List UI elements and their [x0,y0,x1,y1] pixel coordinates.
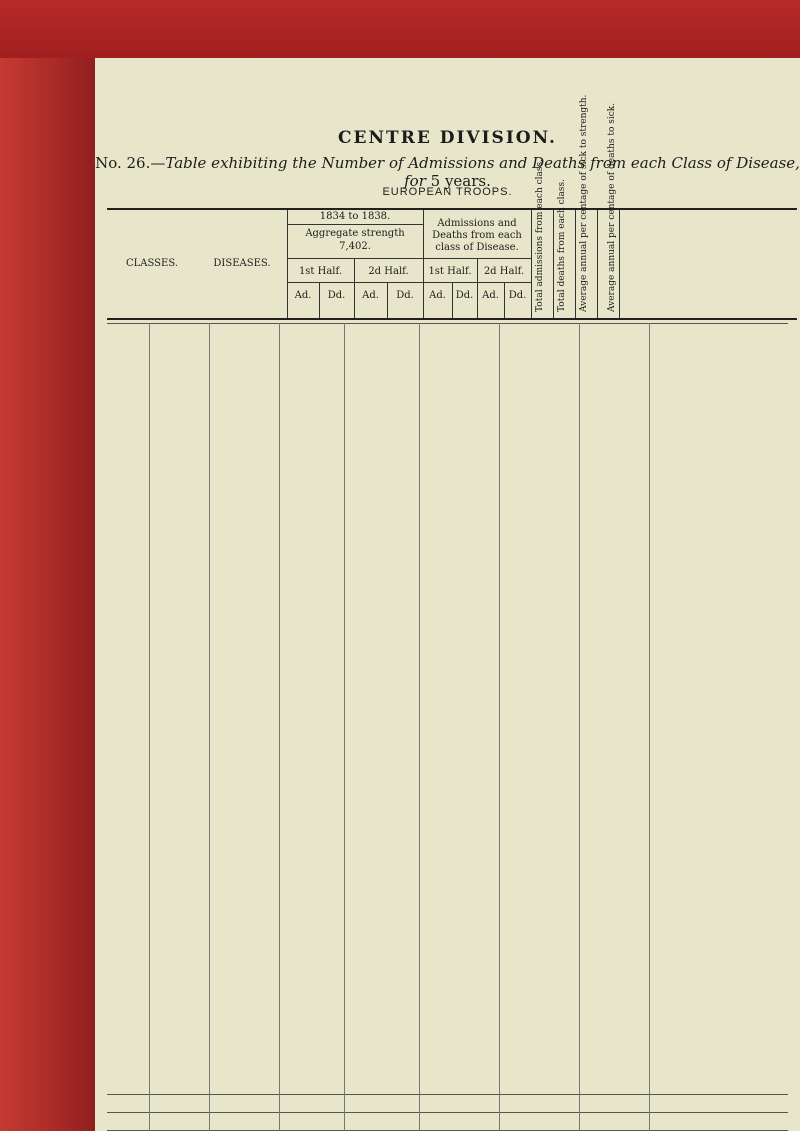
division-heading: CENTRE DIVISION. [338,128,557,148]
table-period: 5 years. [425,172,491,190]
classes-header: CLASSES. [125,258,178,269]
diseases-header: DISEASES. [213,258,271,269]
table-description: Table exhibiting the Number of Admissions and Deaths from each Class of Disease, for [165,154,800,190]
aggregate-strength-value: 7,402. [339,241,371,252]
total-admissions-header: Total admissions from each class. [535,158,545,312]
admissions-deaths-header: Admissions and [437,218,517,229]
table-title [95,154,800,190]
bleed-through-reverse-table [95,323,800,1131]
dd-header: Dd. [327,290,346,301]
page-edge-left [0,0,95,1131]
dd-header: Dd. [508,290,527,301]
admissions-deaths-header-line3: class of Disease. [435,242,519,253]
ad-header: Ad. [429,290,446,301]
ad-header: Ad. [482,290,499,301]
document-page [95,58,800,1131]
ad-header: Ad. [294,290,312,301]
period-header: 1834 to 1838. [319,211,391,222]
ad-header: Ad. [362,290,379,301]
dd-header: Dd. [396,290,414,301]
table-number: No. 26.— [95,154,166,172]
troops-subheading: EUROPEAN TROOPS. [382,186,513,198]
first-half-header-2: 1st Half. [428,266,472,277]
aggregate-strength-header: Aggregate strength [305,228,405,239]
dd-header: Dd. [455,290,474,301]
page-edge-top [0,0,800,58]
first-half-header: 1st Half. [298,266,343,277]
average-sick-header: Average annual per centage of sick to strength. [579,94,589,312]
admissions-deaths-header-line2: Deaths from each [432,230,522,241]
average-deaths-header: Average annual per centage of deaths to sick. [607,102,617,312]
total-deaths-header: Total deaths from each class. [557,178,567,312]
second-half-header: 2d Half. [368,266,409,277]
second-half-header-2: 2d Half. [483,266,525,277]
